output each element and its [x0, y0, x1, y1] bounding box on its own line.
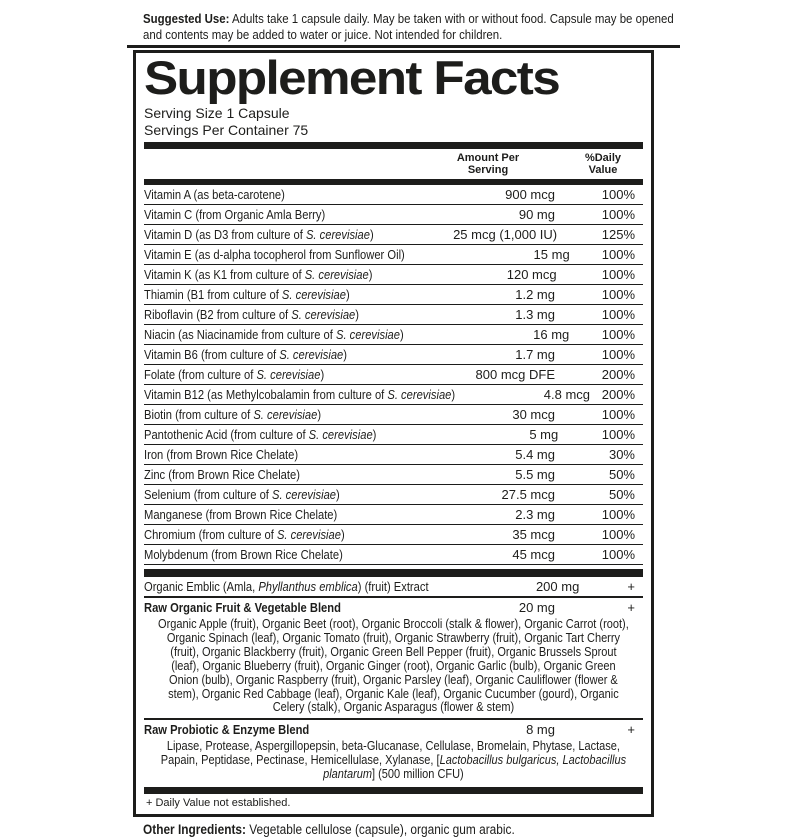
row-amount: 1.2 mg	[515, 287, 555, 302]
table-row	[144, 444, 643, 464]
table-row	[144, 204, 643, 224]
row-label	[144, 722, 405, 737]
row-label-text: Raw Probiotic & Enzyme Blend	[144, 722, 310, 738]
section-bar	[144, 569, 643, 577]
row-label-text: Niacin (as Niacinamide from culture of S. cerevisiae)	[144, 327, 404, 342]
row-daily-value: +	[627, 579, 635, 594]
table-row	[144, 264, 643, 284]
row-label-text: Vitamin K (as K1 from culture of S. cerevisiae)	[144, 267, 373, 282]
other-ingredients	[143, 822, 680, 838]
row-daily-value: 100%	[601, 527, 635, 542]
row-label	[144, 327, 446, 342]
row-daily-value: 200%	[601, 367, 635, 382]
table-row	[144, 544, 643, 564]
row-amount: 5.5 mg	[515, 467, 555, 482]
table-row	[144, 464, 643, 484]
daily-value-footnote: + Daily Value not established.	[146, 797, 291, 810]
row-label-text: Vitamin E (as d-alpha tocopherol from Sunflower Oil)	[144, 247, 405, 262]
row-amount: 120 mcg	[506, 267, 557, 282]
row-label	[144, 387, 506, 402]
serving-size: Serving Size 1 Capsule	[144, 105, 290, 121]
row-daily-value: 100%	[601, 247, 635, 262]
nutrient-rows	[144, 185, 643, 565]
row-amount: 200 mg	[535, 579, 580, 594]
row-label	[144, 207, 405, 222]
row-label-text: Vitamin C (from Organic Amla Berry)	[144, 207, 326, 222]
row-label-text: Biotin (from culture of S. cerevisiae)	[144, 407, 322, 422]
row-label	[144, 227, 411, 242]
row-label	[144, 307, 405, 322]
row-label	[144, 347, 405, 362]
row-amount: 25 mcg (1,000 IU)	[453, 227, 558, 242]
table-row	[144, 304, 643, 324]
row-daily-value: 100%	[601, 187, 635, 202]
supplement-facts-panel	[133, 50, 654, 817]
row-label	[144, 600, 405, 615]
row-amount: 8 mg	[526, 722, 555, 738]
row-label-text: Pantothenic Acid (from culture of S. cerevisiae)	[144, 427, 377, 442]
row-daily-value: 100%	[601, 407, 635, 422]
row-label-text: Selenium (from culture of S. cerevisiae)	[144, 487, 340, 502]
table-row	[144, 244, 643, 264]
row-label-text: Folate (from culture of S. cerevisiae)	[144, 367, 325, 382]
row-daily-value: +	[627, 600, 635, 615]
row-label	[144, 527, 405, 542]
other-ingredients-text	[143, 822, 680, 838]
table-row	[144, 384, 643, 404]
row-label	[144, 247, 447, 262]
row-daily-value: 50%	[608, 487, 635, 502]
row-label-text: Vitamin B6 (from culture of S. cerevisiae)	[144, 347, 347, 362]
row-amount: 5.4 mg	[515, 447, 555, 462]
row-daily-value: 100%	[601, 327, 635, 342]
row-amount: 800 mcg DFE	[475, 367, 555, 382]
row-label	[144, 267, 410, 282]
suggested-use-text	[143, 11, 680, 42]
suggested-use-body: Adults take 1 capsule daily. May be taken with or without food. Capsule may be opened and contents may be added to water or juice. Not intended for children.	[143, 11, 674, 42]
row-label-text: Zinc (from Brown Rice Chelate)	[144, 467, 300, 482]
row-label	[144, 467, 405, 482]
blend-ingredients-text: Organic Apple (fruit), Organic Beet (root), Organic Broccoli (stalk & flower), Organic Carrot (root), Organic Spinach (leaf), Organic Tomato (fruit), Organic Strawberry (fruit), Organic Tart Cherry (fruit), Organic Blackberry (fruit), Organic Green Bell Pepper (fruit), Organic Brussels Sprout (leaf), Organic Blueberry (fruit), Organic Ginger (root), Organic Garlic (bulb), Organic Green Onion (bulb), Organic Raspberry (fruit), Organic Parsley (leaf), Organic Cauliflower (flower & stem), Organic Red Cabbage (leaf), Organic Kale (leaf), Organic Cucumber (gourd), Organic Celery (stalk), Organic Asparagus (flower & stem)	[158, 617, 629, 715]
table-row	[144, 324, 643, 344]
row-daily-value: 30%	[608, 447, 635, 462]
row-amount: 20 mg	[518, 600, 555, 615]
row-label	[144, 579, 475, 594]
row-label	[144, 487, 405, 502]
daily-value-header	[563, 153, 643, 176]
row-daily-value: 50%	[608, 467, 635, 482]
table-row	[144, 185, 643, 204]
row-daily-value: 100%	[601, 507, 635, 522]
row-amount: 90 mg	[518, 207, 555, 222]
daily-value-header-text: %Daily Value	[584, 152, 622, 176]
other-ingredients-body: Vegetable cellulose (capsule), organic gum arabic.	[245, 822, 515, 838]
blend-ingredients	[144, 617, 643, 718]
row-label-text: Vitamin A (as beta-carotene)	[144, 187, 285, 202]
table-row	[144, 344, 643, 364]
row-amount: 45 mcg	[512, 547, 555, 562]
row-label-text: Raw Organic Fruit & Vegetable Blend	[144, 600, 341, 615]
table-row	[144, 224, 643, 244]
row-label	[144, 367, 405, 382]
row-label	[144, 407, 405, 422]
row-amount: 5 mg	[529, 427, 559, 442]
row-label-text: Organic Emblic (Amla, Phyllanthus emblica) (fruit) Extract	[144, 579, 429, 594]
table-row	[144, 577, 643, 596]
blend-ingredients-text: Lipase, Protease, Aspergillopepsin, beta-Glucanase, Cellulase, Bromelain, Phytase, Lactase, Papain, Peptidase, Pectinase, Hemicellulase, Xylanase, [Lactobacillus bulgaricus, Lactobacillus plantarum] (500 million CFU)	[160, 739, 627, 782]
lower-rows	[144, 577, 643, 785]
column-headers	[144, 149, 643, 179]
row-amount: 1.3 mg	[515, 307, 555, 322]
row-daily-value: 125%	[601, 227, 635, 242]
servings-per-container: Servings Per Container 75	[144, 121, 309, 138]
row-amount: 30 mcg	[512, 407, 555, 422]
row-amount: 900 mcg	[505, 187, 555, 202]
row-label-text: Manganese (from Brown Rice Chelate)	[144, 507, 338, 522]
row-label-text: Chromium (from culture of S. cerevisiae)	[144, 527, 345, 542]
row-label	[144, 287, 405, 302]
header-bar	[144, 142, 643, 149]
amount-header-text: Amount Per Serving	[456, 152, 520, 176]
row-daily-value: 100%	[601, 547, 635, 562]
row-daily-value: 100%	[601, 287, 635, 302]
row-amount: 16 mg	[533, 327, 570, 342]
row-label-text: Molybdenum (from Brown Rice Chelate)	[144, 547, 343, 562]
blend-row	[144, 718, 643, 739]
row-daily-value: 100%	[601, 307, 635, 322]
other-ingredients-label: Other Ingredients:	[143, 822, 246, 838]
row-amount: 27.5 mcg	[501, 487, 555, 502]
row-label	[144, 427, 414, 442]
row-daily-value: 100%	[601, 347, 635, 362]
row-amount: 35 mcg	[512, 527, 555, 542]
table-row	[144, 364, 643, 384]
row-label-text: Vitamin D (as D3 from culture of S. cerevisiae)	[144, 227, 374, 242]
row-label-text: Thiamin (B1 from culture of S. cerevisiae)	[144, 287, 350, 302]
table-row	[144, 484, 643, 504]
panel-title: Supplement Facts	[144, 51, 560, 104]
row-daily-value: 100%	[601, 427, 635, 442]
row-label	[144, 547, 405, 562]
supplement-label	[127, 11, 680, 838]
suggested-use-label: Suggested Use:	[143, 11, 230, 26]
row-label	[144, 187, 405, 202]
row-label-text: Vitamin B12 (as Methylcobalamin from culture of S. cerevisiae)	[144, 387, 456, 402]
table-row	[144, 504, 643, 524]
row-daily-value: +	[627, 722, 635, 738]
amount-header	[413, 153, 563, 176]
row-amount: 1.7 mg	[515, 347, 555, 362]
row-daily-value: 100%	[601, 267, 635, 282]
row-label-text: Iron (from Brown Rice Chelate)	[144, 447, 299, 462]
table-row	[144, 424, 643, 444]
row-amount: 2.3 mg	[515, 507, 555, 522]
top-rule	[127, 45, 680, 48]
footnote-bar	[144, 787, 643, 794]
row-amount: 4.8 mcg	[543, 387, 591, 402]
row-amount: 15 mg	[533, 247, 570, 262]
table-row	[144, 404, 643, 424]
suggested-use	[143, 11, 680, 42]
table-row	[144, 284, 643, 304]
row-label	[144, 447, 405, 462]
row-label	[144, 507, 405, 522]
blend-ingredients	[144, 739, 643, 785]
row-daily-value: 100%	[601, 207, 635, 222]
blend-row	[144, 596, 643, 617]
table-row	[144, 524, 643, 544]
row-daily-value: 200%	[601, 387, 635, 402]
row-label-text: Riboflavin (B2 from culture of S. cerevisiae)	[144, 307, 359, 322]
